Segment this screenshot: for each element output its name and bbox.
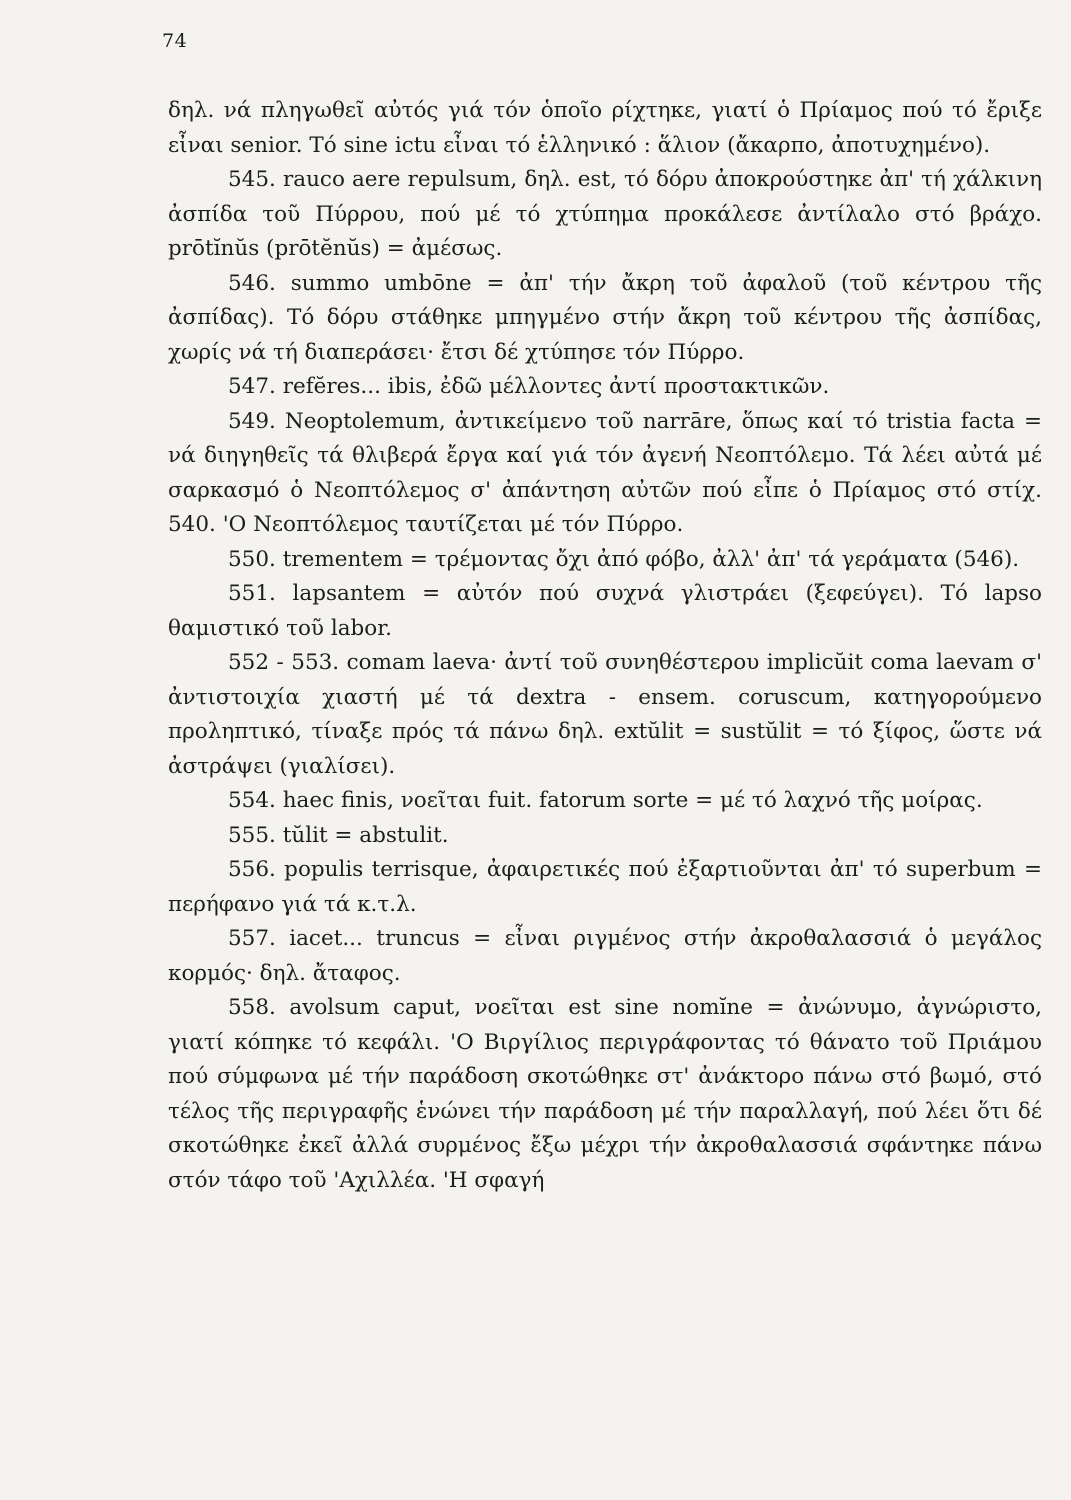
commentary-text	[168, 94, 1042, 1198]
note-554: 554. haec finis, νοεῖται fuit. fatorum sorte = μέ τό λαχνό τῆς μοίρας.	[228, 788, 983, 813]
note-545: 545. rauco aere repulsum, δηλ. est, τό δόρυ ἀποκρούστηκε ἀπ' τή χάλκινη ἀσπίδα τοῦ Πύρρου, πού μέ τό χτύπημα προκάλεσε ἀντίλαλο στό βράχο. prōtĭnŭs (prōtĕnŭs) = ἀμέσως.	[168, 167, 1042, 261]
note-555: 555. tŭlit = abstulit.	[228, 822, 449, 848]
note-551: 551. lapsantem = αὐτόν πού συχνά γλιστράει (ξεφεύγει). Τό lapso θαμιστικό τοῦ labor.	[168, 581, 1042, 641]
note-552-553: 552 - 553. comam laeva· ἀντί τοῦ συνηθέστερου implicŭit coma laevam σ' ἀντιστοιχία χιαστή μέ τά dextra - ensem. coruscum, κατηγορούμενο προληπτικό, τίναξε πρός τά πάνω δηλ. extŭlit = sustŭlit = τό ξίφος, ὥστε νά ἀστράψει (γιαλίσει).	[168, 650, 1042, 779]
note-549: 549. Neoptolemum, ἀντικείμενο τοῦ narrāre, ὅπως καί τό tristia facta = νά διηγηθεῖς τά θλιβερά ἔργα καί γιά τόν ἀγενή Νεοπτόλεμο. Τά λέει αὐτά μέ σαρκασμό ὁ Νεοπτόλεμος σ' ἀπάντηση αὐτῶν πού εἶπε ὁ Πρίαμος στό στίχ. 540. 'Ο Νεοπτόλεμος ταυτίζεται μέ τόν Πύρρο.	[168, 408, 1042, 537]
note-557: 557. iacet... truncus = εἶναι ριγμένος στήν ἀκροθαλασσιά ὁ μεγάλος κορμός· δηλ. ἄταφος.	[168, 926, 1042, 986]
page-number: 74	[162, 30, 188, 52]
note-547: 547. refĕres... ibis, ἐδῶ μέλλοντες ἀντί προστακτικῶν.	[228, 374, 830, 399]
note-550: 550. trementem = τρέμοντας ὄχι ἀπό φόβο, ἀλλ' ἀπ' τά γεράματα (546).	[228, 546, 1020, 572]
note-556: 556. populis terrisque, ἀφαιρετικές πού ἐξαρτιοῦνται ἀπ' τό superbum = περήφανο γιά τά κ.τ.λ.	[168, 857, 1042, 917]
note-546: 546. summo umbōne = ἀπ' τήν ἄκρη τοῦ ἀφαλοῦ (τοῦ κέντρου τῆς ἀσπίδας). Τό δόρυ στάθηκε μπηγμένο στήν ἄκρη τοῦ κέντρου τῆς ἀσπίδας, χωρίς νά τή διαπεράσει· ἔτσι δέ χτύπησε τόν Πύρρο.	[168, 270, 1042, 365]
note-558: 558. avolsum caput, νοεῖται est sine nomĭne = ἀνώνυμο, ἀγνώριστο, γιατί κόπηκε τό κεφάλι. 'Ο Βιργίλιος περιγράφοντας τό θάνατο τοῦ Πριάμου πού σύμφωνα μέ τήν παράδοση σκοτώθηκε στ' ἀνάκτορο πάνω στό βωμό, στό τέλος τῆς περιγραφῆς ἑνώνει τήν παράδοση μέ τήν παραλλαγή, πού λέει ὅτι δέ σκοτώθηκε ἐκεῖ ἀλλά συρμένος ἔξω μέχρι τήν ἀκροθαλασσιά σφάντηκε πάνω στόν τάφο τοῦ 'Αχιλλέα. 'Η σφαγή	[168, 995, 1042, 1193]
paragraph-continuation: δηλ. νά πληγωθεῖ αὐτός γιά τόν ὁποῖο ρίχτηκε, γιατί ὁ Πρίαμος πού τό ἔριξε εἶναι senior. Τό sine ictu εἶναι τό ἑλληνικό : ἅλιον (ἄκαρπο, ἀποτυχημένο).	[168, 98, 1042, 158]
